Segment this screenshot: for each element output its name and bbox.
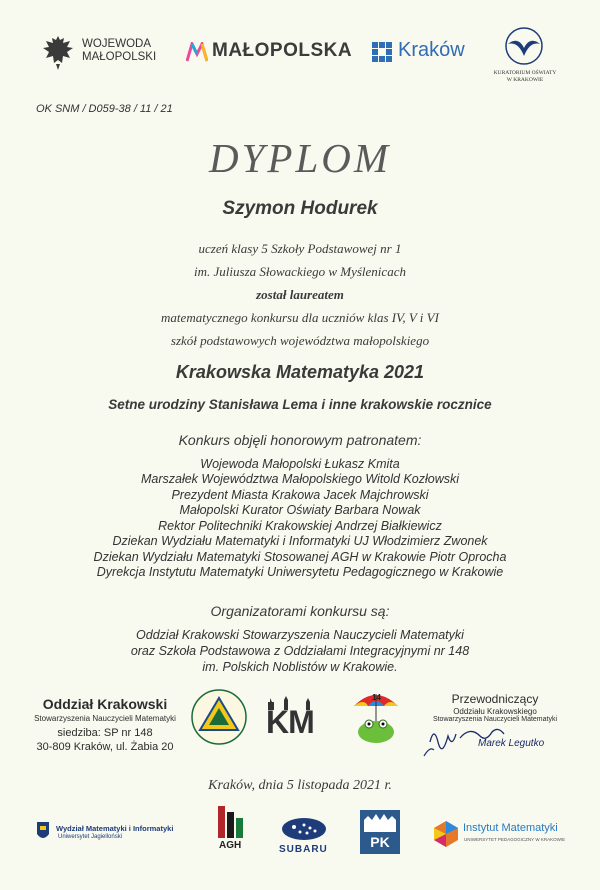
uj-name: Wydział Matematyki i Informatyki xyxy=(56,824,174,833)
chair-line: Oddziału Krakowskiego xyxy=(453,707,537,716)
patron-line: Marszałek Województwa Małopolskiego Witold Kozłowski xyxy=(140,472,460,486)
malopolska-mark-icon xyxy=(186,42,208,62)
frog-umbrella-icon xyxy=(350,684,402,746)
im-hexagon-icon xyxy=(432,820,460,848)
organizer-line: Oddział Krakowski Stowarzyszenia Nauczycieli Matematyki xyxy=(136,628,464,642)
km-logo-text: KM xyxy=(266,704,314,740)
im-name: Instytut Matematyki xyxy=(463,822,558,834)
im-sub: UNIWERSYTET PEDAGOGICZNY W KRAKOWIE xyxy=(464,837,566,842)
subaru-logo-icon xyxy=(280,817,328,841)
stamp-address: siedziba: SP nr 148 xyxy=(57,727,153,739)
body-line: im. Juliusza Słowackiego w Myślenicach xyxy=(194,264,406,279)
stamp-title: Oddział Krakowski xyxy=(42,696,168,712)
stamp-address: 30-809 Kraków, ul. Żabia 20 xyxy=(36,741,174,753)
kuratorium-bird-icon xyxy=(502,26,546,66)
triangle-seal-icon xyxy=(190,688,248,746)
body-line: matematycznego konkursu dla uczniów klas IV, V i VI xyxy=(161,310,439,325)
header-logos xyxy=(0,26,600,86)
organizers-header: Organizatorami konkursu są: xyxy=(210,603,390,619)
recipient-name: Szymon Hodurek xyxy=(222,198,378,219)
diploma-title: DYPLOM xyxy=(208,135,392,181)
date-line: Kraków, dnia 5 listopada 2021 r. xyxy=(208,778,392,793)
patronage-header: Konkurs objęli honorowym patronatem: xyxy=(178,432,422,448)
organizer-line: im. Polskich Noblistów w Krakowie. xyxy=(202,660,398,674)
krakow-logo-text: Kraków xyxy=(398,39,465,61)
eagle-emblem-icon xyxy=(40,32,76,72)
badge-number: 14 xyxy=(372,693,381,702)
kuratorium-logo-text: KURATORIUM OŚWIATY W KRAKOWIE xyxy=(493,70,557,83)
body-line: uczeń klasy 5 Szkoły Podstawowej nr 1 xyxy=(198,241,402,256)
organizer-stamp xyxy=(30,696,180,753)
reference-number: OK SNM / D059-38 / 11 / 21 xyxy=(36,103,173,115)
agh-text: AGH xyxy=(219,840,242,851)
stamp-subtitle: Stowarzyszenia Nauczycieli Matematyki xyxy=(34,714,176,723)
patron-line: Dziekan Wydziału Matematyki Stosowanej AGH w Krakowie Piotr Oprocha xyxy=(93,550,507,564)
subaru-text: SUBARU xyxy=(279,844,328,855)
chair-name: Marek Legutko xyxy=(478,738,545,749)
patron-line: Prezydent Miasta Krakowa Jacek Majchrowski xyxy=(171,488,429,502)
uj-crest-icon xyxy=(36,820,50,842)
wojewoda-logo-text: WOJEWODA MAŁOPOLSKI xyxy=(82,38,157,63)
pk-text: PK xyxy=(370,834,390,850)
laureate-line: został laureatem xyxy=(256,287,344,302)
organizer-line: oraz Szkoła Podstawowa z Oddziałami Integracyjnymi nr 148 xyxy=(130,644,470,658)
km-logo xyxy=(264,696,326,746)
contest-subtitle: Setne urodziny Stanisława Lema i inne krakowskie rocznice xyxy=(108,397,492,412)
malopolska-logo-text: MAŁOPOLSKA xyxy=(212,40,353,61)
chair-signature-block xyxy=(420,692,570,723)
agh-emblem-icon xyxy=(214,806,248,838)
body-line: szkół podstawowych województwa małopolskiego xyxy=(170,333,430,348)
contest-name: Krakowska Matematyka 2021 xyxy=(175,362,425,382)
uj-sub: Uniwersytet Jagielloński xyxy=(58,834,123,840)
patron-line: Małopolski Kurator Oświaty Barbara Nowak xyxy=(179,503,421,517)
patron-line: Rektor Politechniki Krakowskiej Andrzej Białkiewicz xyxy=(158,519,442,533)
chair-title: Przewodniczący xyxy=(451,692,539,706)
chair-line: Stowarzyszenia Nauczycieli Matematyki xyxy=(432,716,558,723)
patron-line: Wojewoda Małopolski Łukasz Kmita xyxy=(200,457,400,471)
patron-line: Dziekan Wydziału Matematyki i Informatyki UJ Włodzimierz Zwonek xyxy=(112,534,488,548)
patron-line: Dyrekcja Instytutu Matematyki Uniwersytetu Pedagogicznego w Krakowie xyxy=(96,565,504,579)
pk-emblem-icon xyxy=(360,810,400,854)
krakow-mark-icon xyxy=(372,42,392,62)
